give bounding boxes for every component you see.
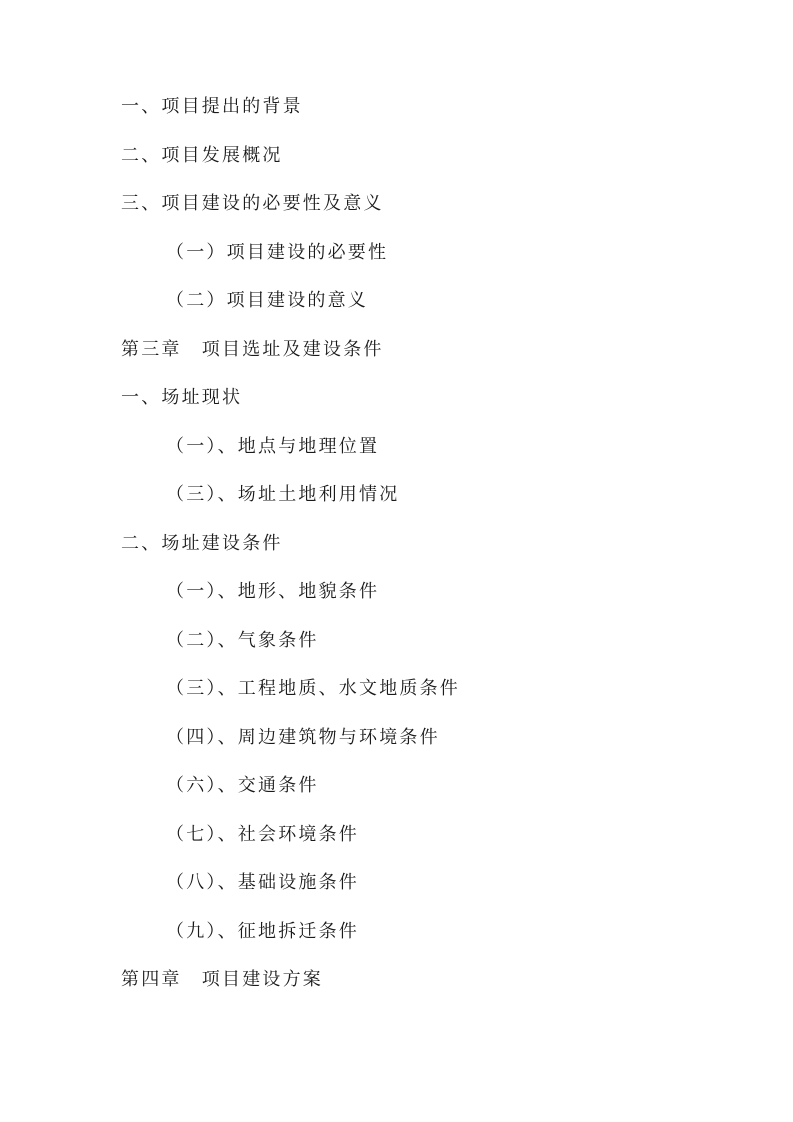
- toc-subentry: （三）、场址土地利用情况: [166, 484, 400, 505]
- toc-subentry: （一）项目建设的必要性: [166, 242, 389, 263]
- toc-subentry: （三）、工程地质、水文地质条件: [166, 678, 460, 699]
- toc-entry: 一、场址现状: [121, 387, 243, 408]
- toc-subentry: （一）、地点与地理位置: [166, 436, 380, 457]
- toc-subentry: （四）、周边建筑物与环境条件: [166, 727, 440, 748]
- toc-entry: 二、项目发展概况: [121, 145, 283, 166]
- toc-chapter-heading: 第四章 项目建设方案: [121, 969, 323, 990]
- toc-chapter-heading: 第三章 项目选址及建设条件: [121, 339, 384, 360]
- toc-subentry: （七）、社会环境条件: [166, 824, 359, 845]
- toc-entry: 二、场址建设条件: [121, 533, 283, 554]
- toc-entry: 一、项目提出的背景: [121, 96, 303, 117]
- toc-subentry: （一）、地形、地貌条件: [166, 581, 380, 602]
- toc-subentry: （二）、气象条件: [166, 630, 319, 651]
- toc-subentry: （六）、交通条件: [166, 775, 319, 796]
- toc-subentry: （九）、征地拆迁条件: [166, 921, 359, 942]
- toc-subentry: （八）、基础设施条件: [166, 872, 359, 893]
- toc-subentry: （二）项目建设的意义: [166, 290, 368, 311]
- toc-entry: 三、项目建设的必要性及意义: [121, 193, 384, 214]
